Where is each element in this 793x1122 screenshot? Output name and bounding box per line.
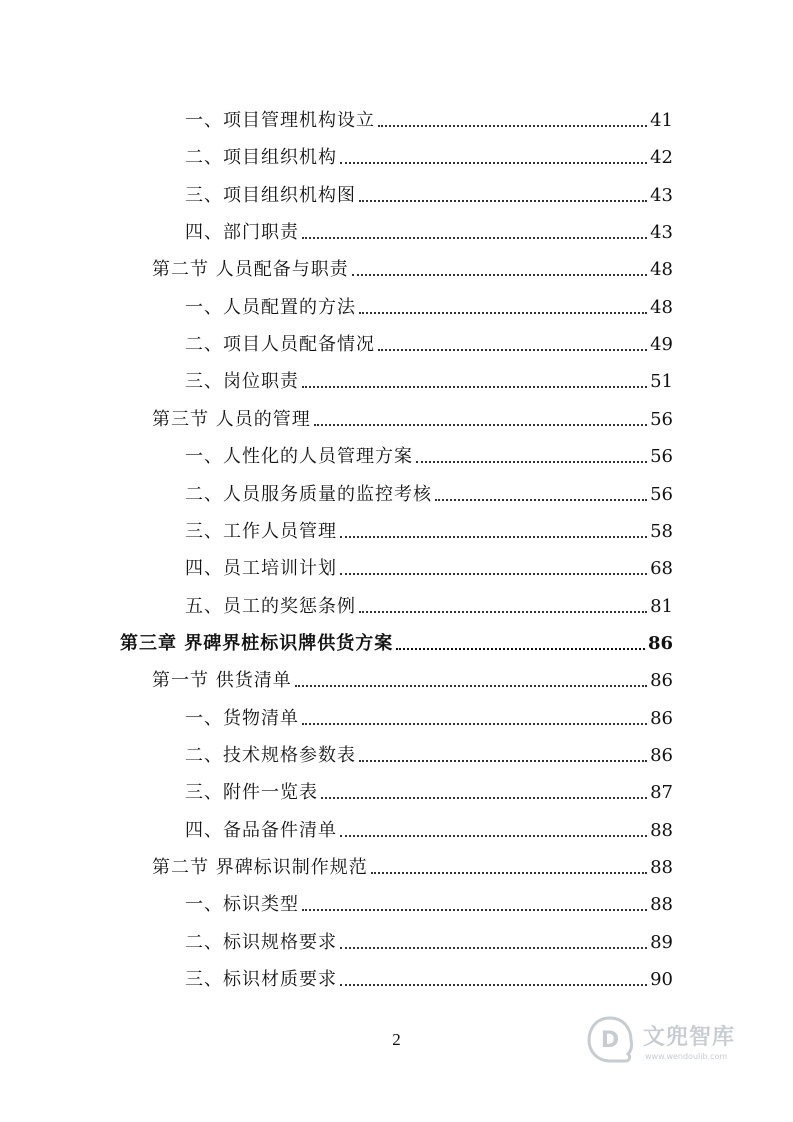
- dot-leader: [359, 760, 647, 762]
- toc-entry-label: 第一节 供货清单: [152, 670, 292, 691]
- dot-leader: [378, 125, 647, 127]
- toc-entry-page: 41: [650, 110, 673, 131]
- toc-entry-label: 一、项目管理机构设立: [185, 110, 375, 131]
- dot-leader: [352, 274, 647, 276]
- toc-entry-label: 二、人员服务质量的监控考核: [185, 484, 432, 505]
- toc-section-entry[interactable]: [152, 405, 673, 431]
- toc-section-entry[interactable]: [152, 666, 673, 692]
- toc-entry-page: 58: [650, 521, 673, 542]
- toc-item-entry[interactable]: [185, 778, 673, 804]
- svg-text:D: D: [600, 1028, 620, 1053]
- toc-entry-label: 二、项目人员配备情况: [185, 334, 375, 355]
- toc-entry-label: 四、备品备件清单: [185, 820, 337, 841]
- dot-leader: [416, 461, 647, 463]
- wendou-logo-icon: [585, 1014, 635, 1066]
- toc-item-entry[interactable]: [185, 816, 673, 842]
- toc-entry-page: 42: [650, 147, 673, 168]
- toc-entry-label: 二、技术规格参数表: [185, 745, 356, 766]
- toc-entry-label: 一、人员配置的方法: [185, 297, 356, 318]
- toc-entry-page: 48: [650, 259, 673, 280]
- dot-leader: [302, 237, 647, 239]
- toc-entry-page: 68: [650, 558, 673, 579]
- toc-item-entry[interactable]: [185, 592, 673, 618]
- dot-leader: [359, 611, 647, 613]
- toc-entry-label: 第二节 界碑标识制作规范: [152, 857, 368, 878]
- toc-entry-page: 56: [650, 484, 673, 505]
- toc-entry-page: 88: [650, 820, 673, 841]
- toc-item-entry[interactable]: [185, 741, 673, 767]
- toc-entry-page: 43: [650, 222, 673, 243]
- toc-item-entry[interactable]: [185, 890, 673, 916]
- toc-item-entry[interactable]: [185, 517, 673, 543]
- toc-item-entry[interactable]: [185, 442, 673, 468]
- dot-leader: [302, 723, 647, 725]
- toc-entry-page: 51: [650, 371, 673, 392]
- watermark: [585, 1012, 760, 1072]
- toc-entry-page: 48: [650, 297, 673, 318]
- toc-entry-label: 四、员工培训计划: [185, 558, 337, 579]
- dot-leader: [314, 424, 647, 426]
- toc-entry-page: 56: [650, 446, 673, 467]
- dot-leader: [302, 386, 647, 388]
- toc-section-entry[interactable]: [152, 255, 673, 281]
- toc-entry-page: 88: [650, 894, 673, 915]
- toc-entry-page: 86: [650, 708, 673, 729]
- toc-entry-page: 49: [650, 334, 673, 355]
- toc-entry-label: 二、项目组织机构: [185, 147, 337, 168]
- toc-item-entry[interactable]: [185, 143, 673, 169]
- toc-entry-label: 一、标识类型: [185, 894, 299, 915]
- dot-leader: [340, 835, 647, 837]
- dot-leader: [321, 797, 647, 799]
- toc-entry-label: 一、人性化的人员管理方案: [185, 446, 413, 467]
- toc-entry-page: 81: [650, 596, 673, 617]
- dot-leader: [359, 200, 647, 202]
- dot-leader: [359, 312, 647, 314]
- toc-entry-page: 56: [650, 409, 673, 430]
- toc-entry-label: 五、员工的奖惩条例: [185, 596, 356, 617]
- page-number: 2: [392, 1030, 401, 1049]
- toc-entry-label: 一、货物清单: [185, 708, 299, 729]
- dot-leader: [378, 349, 647, 351]
- toc-item-entry[interactable]: [185, 965, 673, 991]
- toc-entry-page: 88: [650, 857, 673, 878]
- toc-item-entry[interactable]: [185, 928, 673, 954]
- toc-item-entry[interactable]: [185, 480, 673, 506]
- toc-entry-page: 86: [650, 670, 673, 691]
- toc-entry-label: 第三章 界碑界桩标识牌供货方案: [120, 633, 394, 654]
- toc-entry-label: 三、项目组织机构图: [185, 185, 356, 206]
- toc-entry-label: 三、岗位职责: [185, 371, 299, 392]
- toc-entry-page: 90: [650, 969, 673, 990]
- dot-leader: [295, 685, 647, 687]
- dot-leader: [396, 648, 645, 650]
- toc-entry-page: 87: [650, 782, 673, 803]
- dot-leader: [340, 984, 647, 986]
- toc-section-entry[interactable]: [152, 853, 673, 879]
- toc-entry-label: 三、工作人员管理: [185, 521, 337, 542]
- toc-entry-page: 89: [650, 932, 673, 953]
- dot-leader: [340, 536, 647, 538]
- watermark-url: www.wendoulib.com: [645, 1052, 728, 1061]
- toc-chapter-entry[interactable]: [120, 629, 673, 655]
- toc-item-entry[interactable]: [185, 704, 673, 730]
- toc-item-entry[interactable]: [185, 554, 673, 580]
- dot-leader: [371, 872, 647, 874]
- toc-item-entry[interactable]: [185, 293, 673, 319]
- toc-item-entry[interactable]: [185, 106, 673, 132]
- toc-entry-label: 三、附件一览表: [185, 782, 318, 803]
- toc-entry-page: 86: [647, 633, 673, 654]
- toc-entry-label: 第三节 人员的管理: [152, 409, 311, 430]
- toc-entry-label: 三、标识材质要求: [185, 969, 337, 990]
- toc-entry-page: 43: [650, 185, 673, 206]
- dot-leader: [340, 573, 647, 575]
- toc-entry-page: 86: [650, 745, 673, 766]
- watermark-name: 文兜智库: [643, 1025, 736, 1050]
- dot-leader: [340, 947, 647, 949]
- toc-item-entry[interactable]: [185, 367, 673, 393]
- dot-leader: [302, 909, 647, 911]
- dot-leader: [435, 499, 647, 501]
- toc-entry-label: 四、部门职责: [185, 222, 299, 243]
- toc-item-entry[interactable]: [185, 330, 673, 356]
- toc-item-entry[interactable]: [185, 181, 673, 207]
- toc-item-entry[interactable]: [185, 218, 673, 244]
- dot-leader: [340, 162, 647, 164]
- toc-entry-label: 二、标识规格要求: [185, 932, 337, 953]
- toc-entry-label: 第二节 人员配备与职责: [152, 259, 349, 280]
